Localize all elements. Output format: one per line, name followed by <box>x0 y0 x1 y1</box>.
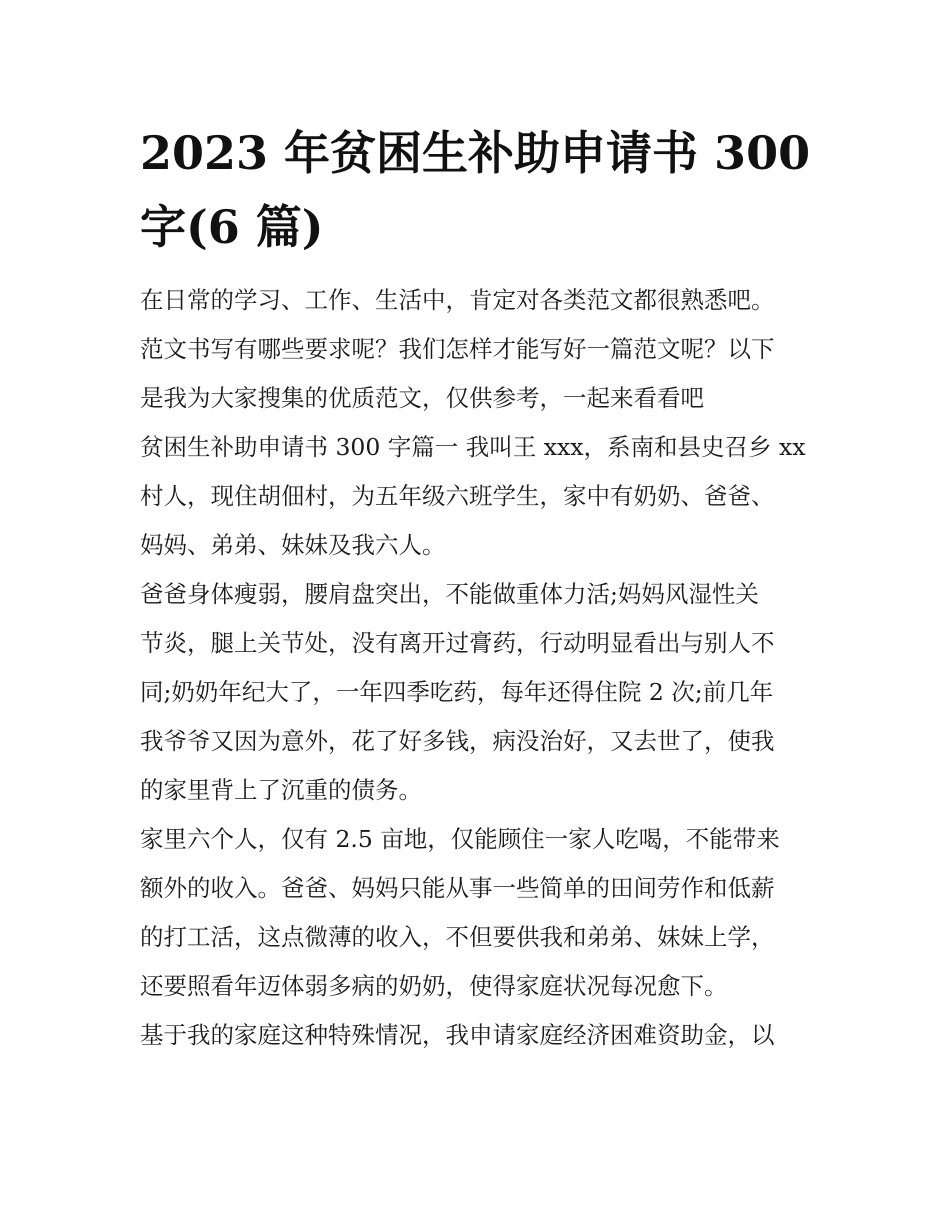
text-line: 是我为大家搜集的优质范文，仅供参考，一起来看看吧 <box>140 384 704 412</box>
title-line-1: 2023 年贫困生补助申请书 300 <box>140 126 811 180</box>
text-line: 在日常的学习、工作、生活中，肯定对各类范文都很熟悉吧。 <box>140 286 775 314</box>
text-line: 我爷爷又因为意外，花了好多钱，病没治好，又去世了，使我 <box>140 727 775 755</box>
text-line: 爸爸身体瘦弱，腰肩盘突出，不能做重体力活;妈妈风湿性关 <box>140 580 759 608</box>
text-line: 同;奶奶年纪大了，一年四季吃药，每年还得住院 2 次;前几年 <box>140 678 774 706</box>
title-line-2: 字(6 篇) <box>140 200 324 254</box>
text-line: 妈妈、弟弟、妹妹及我六人。 <box>140 531 446 559</box>
text-line: 节炎，腿上关节处，没有离开过膏药，行动明显看出与别人不 <box>140 629 775 657</box>
document-body <box>140 276 820 1060</box>
text-line: 的打工活，这点微薄的收入，不但要供我和弟弟、妹妹上学， <box>140 923 775 951</box>
document-title <box>140 116 820 264</box>
text-line: 村人，现住胡佃村，为五年级六班学生，家中有奶奶、爸爸、 <box>140 482 775 510</box>
text-line: 的家里背上了沉重的债务。 <box>140 776 422 804</box>
text-line: 额外的收入。爸爸、妈妈只能从事一些简单的田间劳作和低薪 <box>140 874 775 902</box>
text-line: 还要照看年迈体弱多病的奶奶，使得家庭状况每况愈下。 <box>140 972 728 1000</box>
text-line: 基于我的家庭这种特殊情况，我申请家庭经济困难资助金，以 <box>140 1021 775 1049</box>
text-line: 家里六个人，仅有 2.5 亩地，仅能顾住一家人吃喝，不能带来 <box>140 825 780 853</box>
text-line: 贫困生补助申请书 300 字篇一 我叫王 xxx，系南和县史召乡 xx <box>140 433 806 461</box>
text-line: 范文书写有哪些要求呢？我们怎样才能写好一篇范文呢？以下 <box>140 335 775 363</box>
